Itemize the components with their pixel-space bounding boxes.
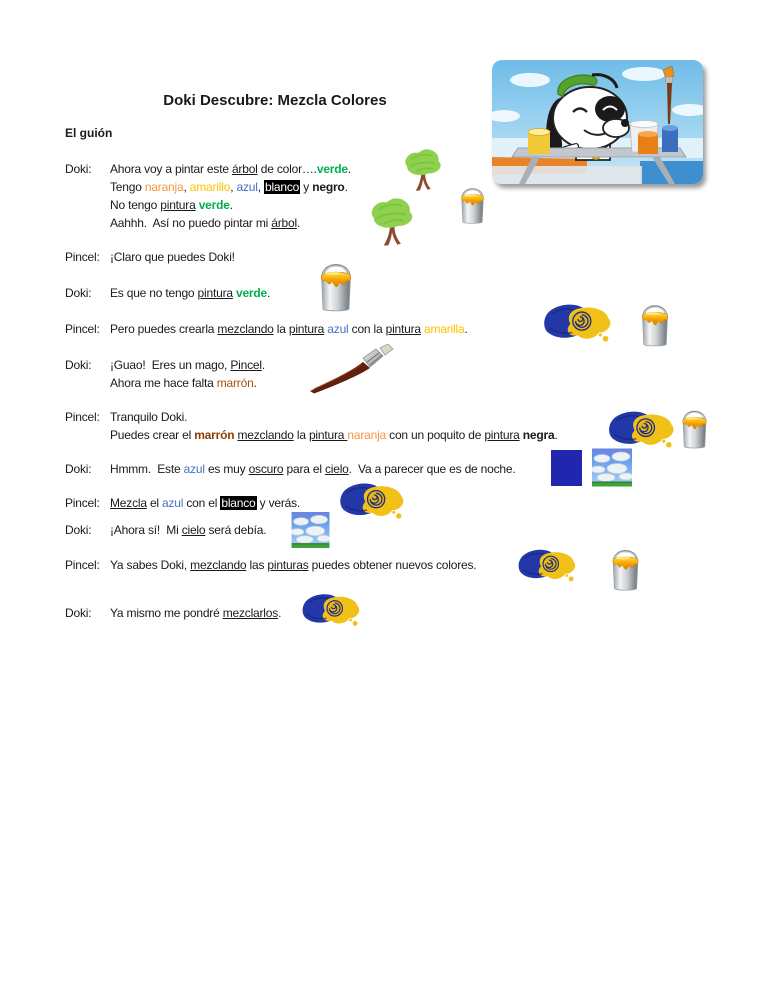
paint-bucket-icon xyxy=(678,403,711,452)
dialog-block xyxy=(65,460,515,478)
paintbrush-icon xyxy=(306,344,396,394)
dialog-block xyxy=(65,248,235,266)
speaker-label: Doki: xyxy=(65,358,92,372)
dialog-lines xyxy=(110,556,476,574)
dialog-lines xyxy=(110,460,515,478)
dialog-line: Tranquilo Doki. xyxy=(110,410,188,424)
dialog-line: Ahora me hace falta marrón. xyxy=(110,376,257,390)
dialog-block xyxy=(65,521,266,539)
dialog-line: Pero puedes crearla mezclando la pintura azul con la pintura amarilla. xyxy=(110,322,468,336)
dialog-block xyxy=(65,160,351,232)
speaker-label: Doki: xyxy=(65,523,92,537)
blue-color-swatch xyxy=(551,450,582,486)
dialog-line: Hmmm. Este azul es muy oscuro para el cielo. Va a parecer que es de noche. xyxy=(110,462,516,476)
speaker-label: Pincel: xyxy=(65,250,100,264)
speaker-label: Doki: xyxy=(65,286,92,300)
dialog-line: Aahhh. Así no puedo pintar mi árbol. xyxy=(110,216,301,230)
dialog-line: ¡Claro que puedes Doki! xyxy=(110,250,235,264)
dialog-line: Ya mismo me pondré mezclarlos. xyxy=(110,606,282,620)
dialog-lines xyxy=(110,408,558,444)
dialog-line: Ahora voy a pintar este árbol de color….verde. xyxy=(110,162,351,176)
paint-swirl-icon xyxy=(605,408,679,451)
speaker-label: Doki: xyxy=(65,462,92,476)
speaker-label: Doki: xyxy=(65,606,92,620)
dialog-line: No tengo pintura verde. xyxy=(110,198,233,212)
dialog-lines xyxy=(110,284,270,302)
tree-icon xyxy=(364,197,420,248)
paint-bucket-icon xyxy=(314,257,358,313)
dialog-block xyxy=(65,356,265,392)
dialog-lines xyxy=(110,356,265,392)
dialog-lines xyxy=(110,160,351,232)
speaker-label: Pincel: xyxy=(65,558,100,572)
page-title: Doki Descubre: Mezcla Colores xyxy=(163,92,387,109)
dialog-line: ¡Ahora sí! Mi cielo será debía. xyxy=(110,523,267,537)
dialog-block xyxy=(65,556,476,574)
dialog-lines xyxy=(110,248,235,266)
paint-bucket-icon xyxy=(607,544,644,592)
paint-bucket-icon xyxy=(637,299,673,348)
dialog-block xyxy=(65,320,468,338)
dialog-lines xyxy=(110,521,266,539)
dialog-line: Ya sabes Doki, mezclando las pinturas puedes obtener nuevos colores. xyxy=(110,558,477,572)
dialog-lines xyxy=(110,494,300,512)
paint-swirl-icon xyxy=(540,302,616,344)
speaker-label: Pincel: xyxy=(65,322,100,336)
dialog-block xyxy=(65,494,300,512)
dialog-line: Mezcla el azul con el blanco y verás. xyxy=(110,496,301,510)
tree-icon xyxy=(399,147,447,194)
doki-scene-image xyxy=(492,60,703,184)
script-heading: El guión xyxy=(65,126,113,140)
paint-swirl-icon xyxy=(515,548,580,583)
dialog-lines xyxy=(110,604,281,622)
dialog-block xyxy=(65,284,270,302)
dialog-line: ¡Guao! Eres un mago, Pincel. xyxy=(110,358,265,372)
speaker-label: Pincel: xyxy=(65,496,100,510)
dialog-block xyxy=(65,604,281,622)
dialog-line: Puedes crear el marrón mezclando la pintura naranja con un poquito de pintura negra. xyxy=(110,428,558,442)
speaker-label: Pincel: xyxy=(65,410,100,424)
speaker-label: Doki: xyxy=(65,162,92,176)
doki-dog-illustration xyxy=(492,60,703,184)
sky-thumbnail-image xyxy=(291,512,330,548)
paint-bucket-icon xyxy=(454,183,491,225)
dialog-line: Tengo naranja, amarillo, azul, blanco y negro. xyxy=(110,180,348,194)
paint-swirl-icon xyxy=(336,482,409,520)
dialog-lines xyxy=(110,320,468,338)
dialog-block xyxy=(65,408,558,444)
paint-swirl-icon xyxy=(299,592,364,628)
sky-thumbnail-image xyxy=(592,448,632,487)
dialog-line: Es que no tengo pintura verde. xyxy=(110,286,271,300)
